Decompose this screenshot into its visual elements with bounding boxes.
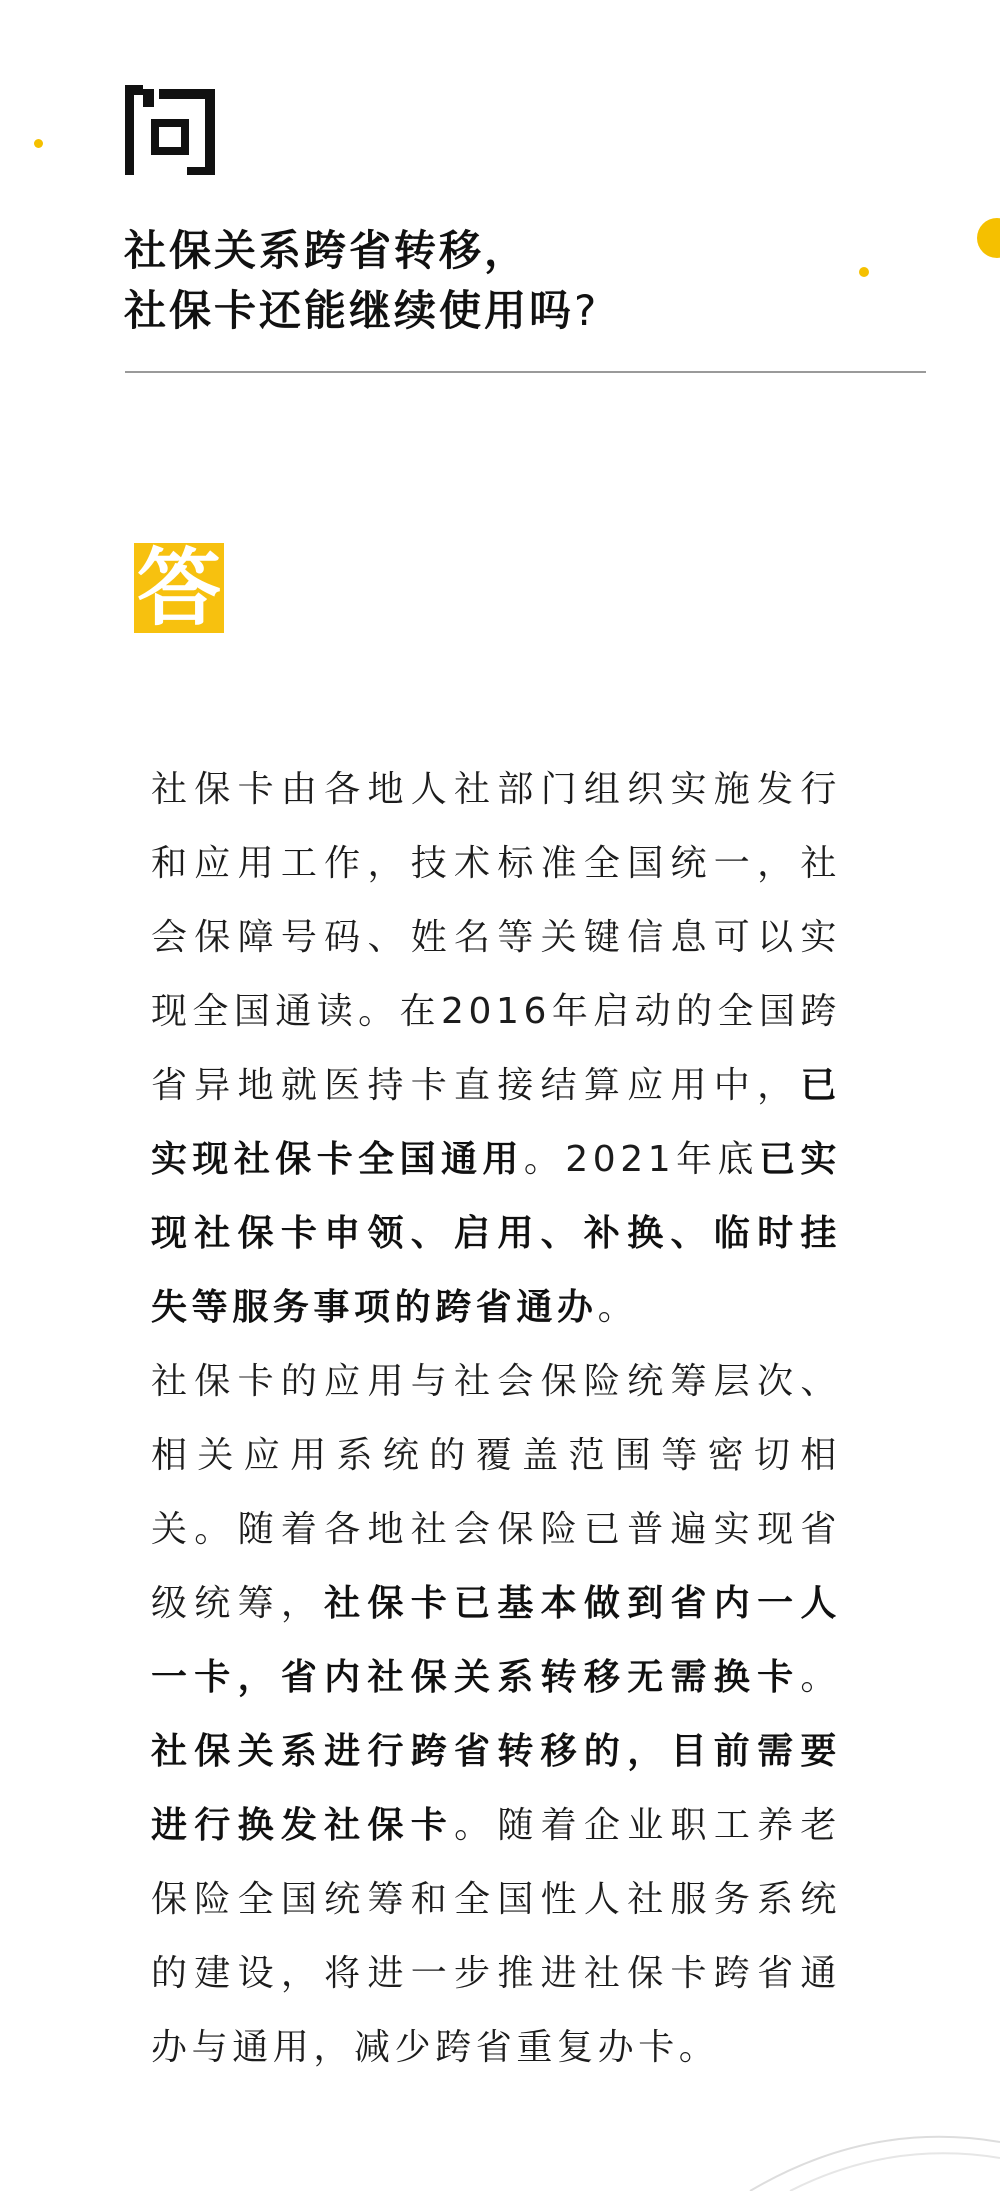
answer-icon-char: 答	[136, 538, 221, 637]
decorative-arcs	[720, 2120, 1000, 2191]
question-line-1: 社保关系跨省转移，	[124, 226, 530, 275]
answer-text: 。随着企业职工养老保险全国统筹和全国性人社服务系统的建设，将进一步推进社保卡跨省通办与通用，减少跨省重复办卡。	[151, 1805, 842, 2068]
answer-text: 社保卡的应用与社会保险统筹层次、相关应用系统的覆盖范围等密切相关。随着各地社会保险已普遍实现省级统筹，	[151, 1361, 841, 1624]
answer-highlight: 社保卡已基本做到省内一人一卡，省内社保关系转移无需换卡	[151, 1583, 841, 1698]
answer-body	[151, 753, 841, 2085]
answer-paragraph-1	[151, 753, 841, 1345]
decorative-dot	[34, 139, 43, 148]
answer-paragraph-2	[151, 1345, 841, 2085]
question-heading	[124, 221, 924, 341]
answer-text: 社保卡由各地人社部门组织实施发行和应用工作，技术标准全国统一，社会保障号码、姓名等关键信息可以实现全国通读。在2016年启动的全国跨省异地就医持卡直接结算应用中，	[151, 769, 841, 1106]
answer-icon	[134, 538, 224, 637]
answer-highlight: 已实现社保卡申领、启用、补换、临时挂失等服务事项的跨省通办	[151, 1139, 841, 1328]
question-line-2-text: 社保卡还能继续使用吗	[124, 286, 575, 335]
answer-text: 。2021年底	[523, 1139, 759, 1180]
answer-text: 。	[800, 1657, 841, 1698]
answer-highlight: 社保关系进行跨省转移的，目前需要进行换发社保卡	[151, 1731, 841, 1846]
question-line-2	[124, 281, 924, 341]
answer-highlight: 已实现社保卡全国通用	[151, 1065, 841, 1180]
question-mark: ?	[574, 286, 600, 335]
question-icon	[125, 85, 217, 177]
divider	[125, 371, 926, 373]
answer-text: 。	[597, 1287, 639, 1328]
decorative-dot	[977, 218, 1000, 258]
